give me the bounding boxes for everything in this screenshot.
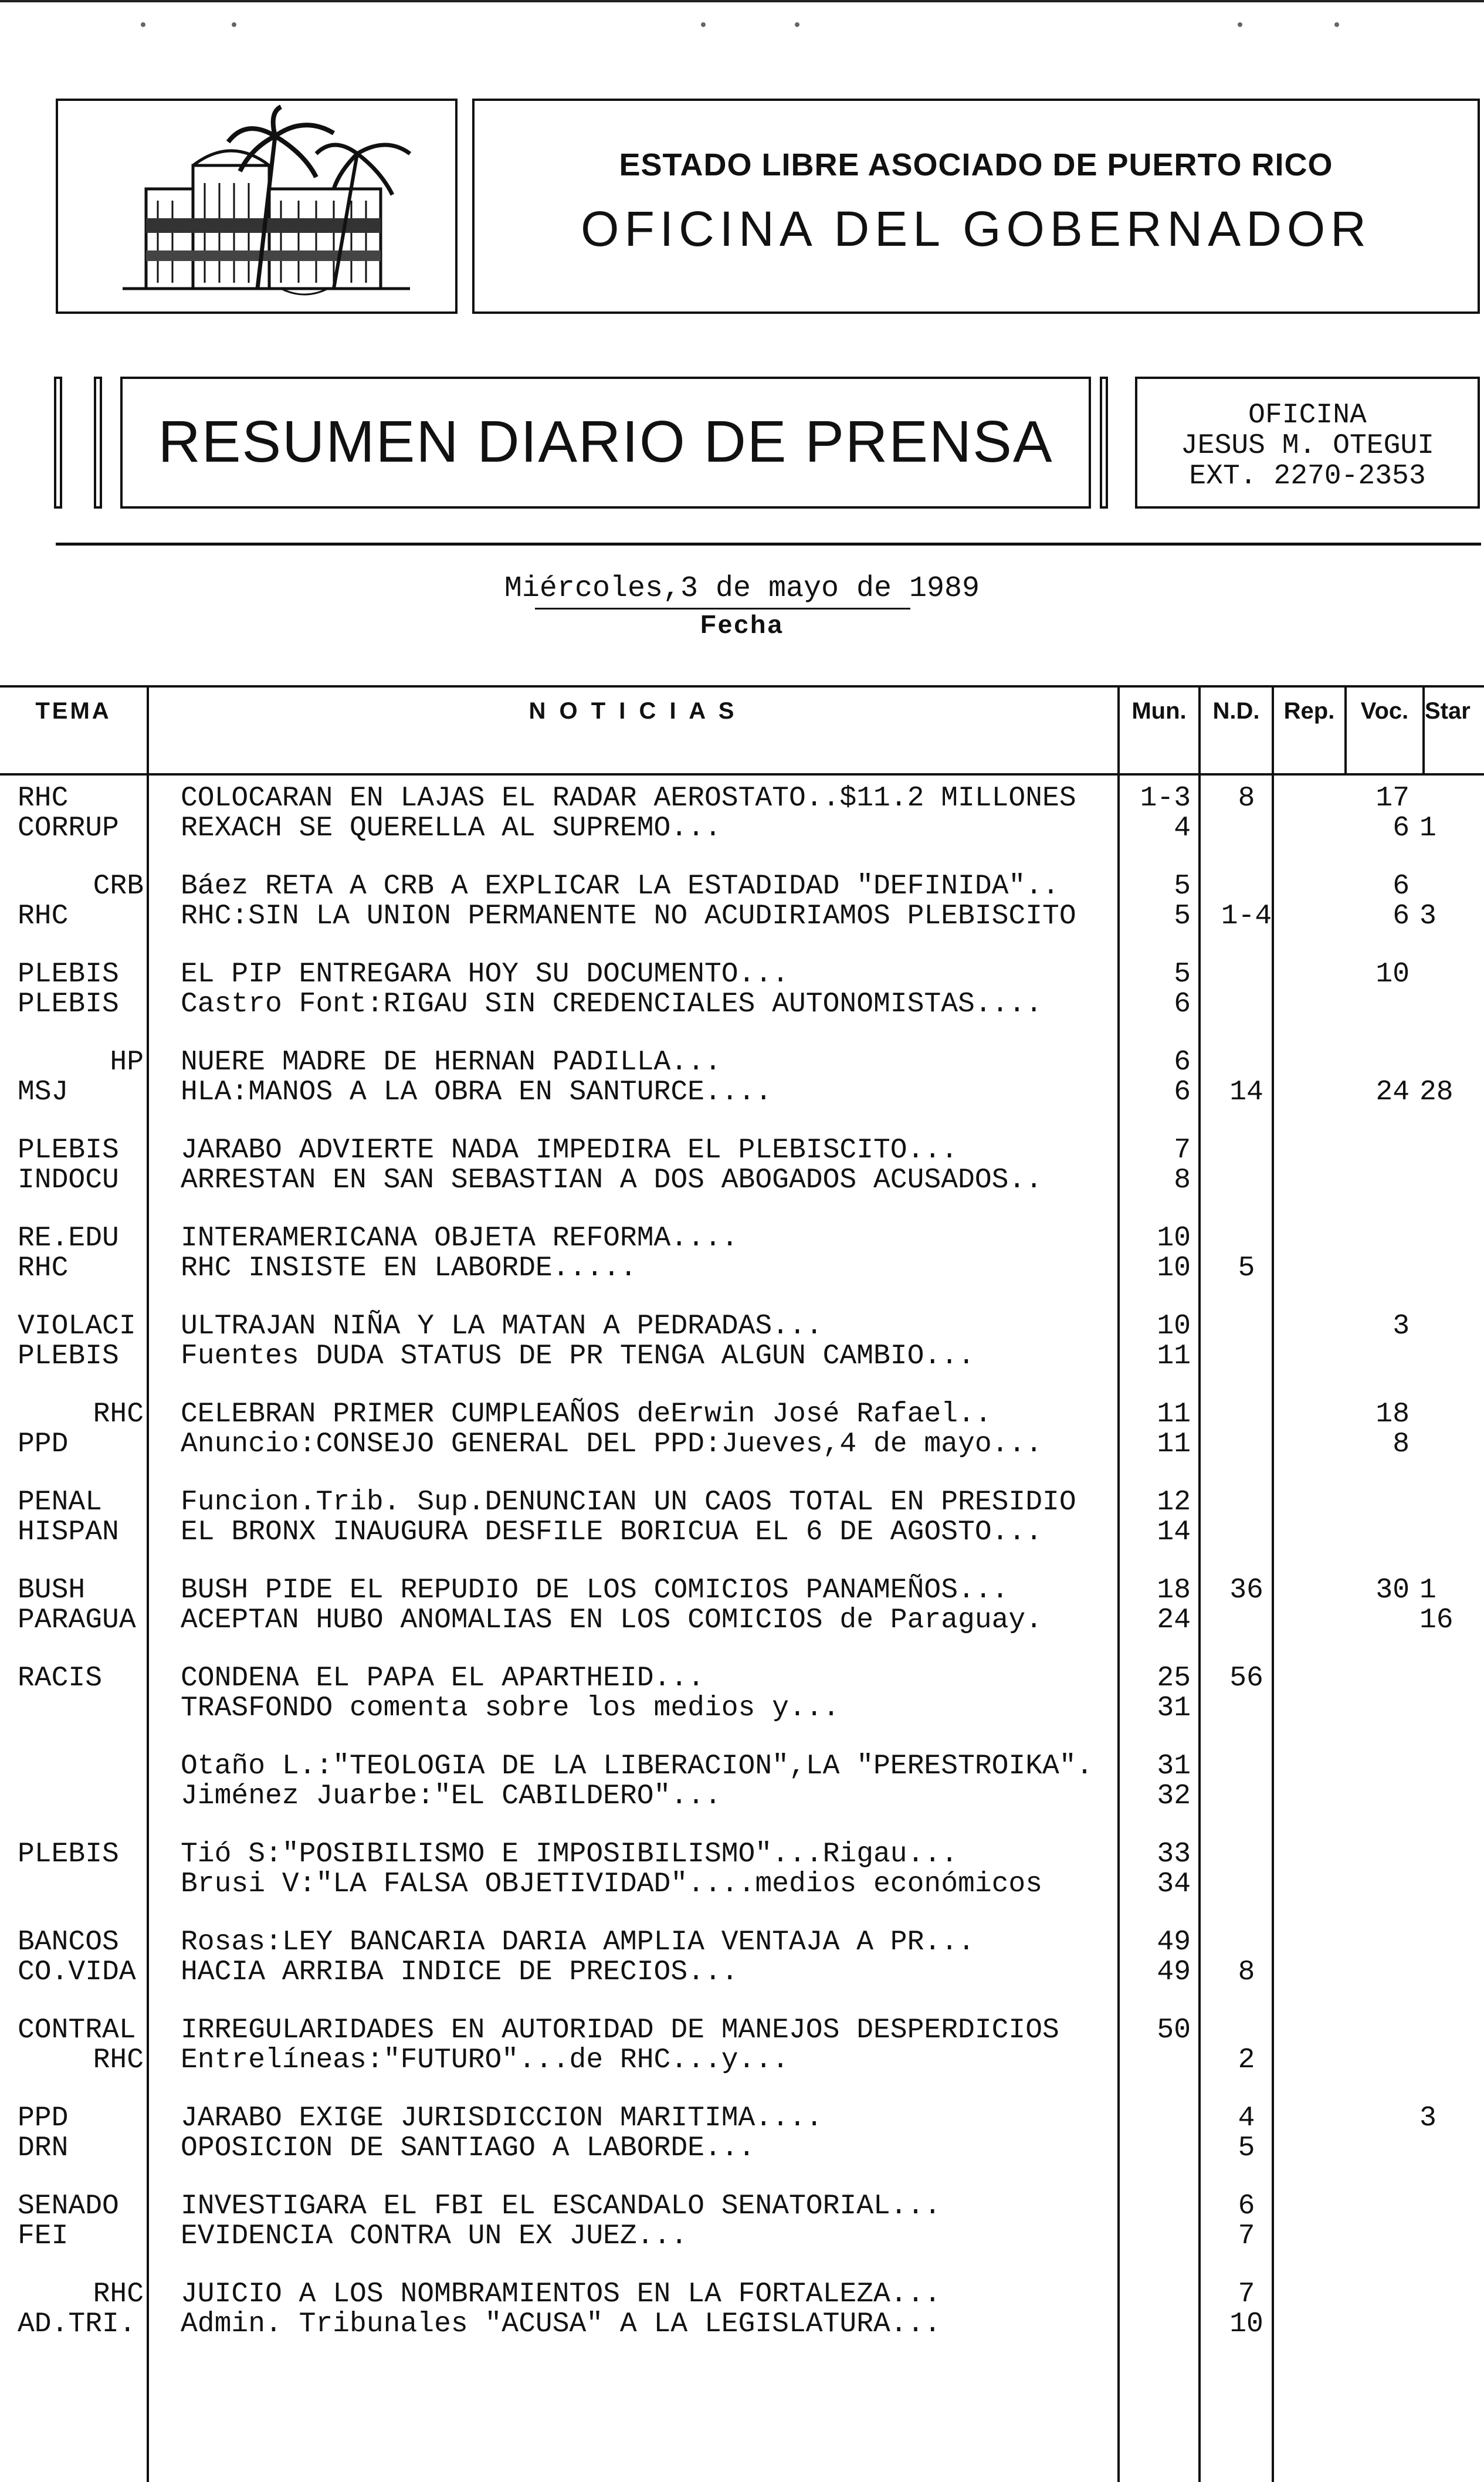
row-tema: PENAL bbox=[18, 1487, 103, 1518]
row-tema: PLEBIS bbox=[18, 1135, 119, 1166]
row-tema: RACIS bbox=[18, 1662, 103, 1694]
row-voc: 10 bbox=[1375, 959, 1410, 990]
row-noticia: CONDENA EL PAPA EL APARTHEID... bbox=[181, 1662, 704, 1694]
row-voc: 6 bbox=[1392, 812, 1410, 844]
row-noticia: Jiménez Juarbe:"EL CABILDERO"... bbox=[181, 1780, 721, 1812]
date-text: Miércoles,3 de mayo de 1989 bbox=[504, 572, 980, 605]
table-header-border bbox=[0, 773, 1484, 776]
banner-bar-left-2 bbox=[94, 377, 102, 509]
row-noticia: HLA:MANOS A LA OBRA EN SANTURCE.... bbox=[181, 1076, 773, 1108]
row-noticia: Tió S:"POSIBILISMO E IMPOSIBILISMO"...Rigau... bbox=[181, 1838, 958, 1870]
section-divider bbox=[56, 543, 1481, 546]
row-nd: 1-4 bbox=[1221, 900, 1272, 932]
row-mun: 5 bbox=[1174, 900, 1191, 932]
row-noticia: EL PIP ENTREGARA HOY SU DOCUMENTO... bbox=[181, 959, 789, 990]
office-line2: JESUS M. OTEGUI bbox=[1180, 430, 1435, 462]
header-tema: TEMA bbox=[35, 698, 111, 724]
row-noticia: IRREGULARIDADES EN AUTORIDAD DE MANEJOS DESPERDICIOS bbox=[181, 2014, 1059, 2046]
row-mun: 10 bbox=[1157, 1311, 1191, 1342]
row-voc: 6 bbox=[1392, 871, 1410, 902]
row-nd: 8 bbox=[1238, 1956, 1255, 1988]
row-mun: 4 bbox=[1174, 812, 1191, 844]
row-mun: 10 bbox=[1157, 1223, 1191, 1254]
row-tema: PARAGUA bbox=[18, 1604, 136, 1636]
row-tema: DRN bbox=[18, 2132, 69, 2164]
row-mun: 24 bbox=[1157, 1604, 1191, 1636]
row-noticia: Otaño L.:"TEOLOGIA DE LA LIBERACION",LA "PERESTROIKA". bbox=[181, 1750, 1093, 1782]
row-nd: 7 bbox=[1238, 2278, 1255, 2310]
row-noticia: JUICIO A LOS NOMBRAMIENTOS EN LA FORTALEZA... bbox=[181, 2278, 941, 2310]
row-mun: 5 bbox=[1174, 959, 1191, 990]
row-voc: 24 bbox=[1375, 1076, 1410, 1108]
row-star: 28 bbox=[1419, 1076, 1453, 1108]
row-noticia: INVESTIGARA EL FBI EL ESCANDALO SENATORIAL... bbox=[181, 2190, 941, 2222]
row-tema: RE.EDU bbox=[18, 1223, 119, 1254]
row-noticia: JARABO EXIGE JURISDICCION MARITIMA.... bbox=[181, 2102, 823, 2134]
row-noticia: Entrelíneas:"FUTURO"...de RHC...y... bbox=[181, 2044, 789, 2076]
row-tema: FEI bbox=[18, 2220, 69, 2252]
government-building-palms-icon bbox=[58, 101, 455, 311]
header-noticias: N O T I C I A S bbox=[528, 698, 738, 724]
logo-box bbox=[56, 99, 458, 314]
row-noticia: CELEBRAN PRIMER CUMPLEAÑOS deErwin José Rafael.. bbox=[181, 1399, 992, 1430]
row-noticia: ARRESTAN EN SAN SEBASTIAN A DOS ABOGADOS ACUSADOS.. bbox=[181, 1164, 1043, 1196]
row-nd: 36 bbox=[1229, 1574, 1263, 1606]
row-mun: 49 bbox=[1157, 1926, 1191, 1958]
row-nd: 5 bbox=[1238, 2132, 1255, 2164]
row-tema: CONTRAL bbox=[18, 2014, 136, 2046]
header-nd: N.D. bbox=[1212, 698, 1260, 724]
row-mun: 18 bbox=[1157, 1574, 1191, 1606]
row-star: 16 bbox=[1419, 1604, 1453, 1636]
row-mun: 12 bbox=[1157, 1487, 1191, 1518]
banner-bar-right bbox=[1100, 377, 1108, 509]
office-box bbox=[1135, 377, 1480, 509]
row-tema: RHC bbox=[93, 2278, 144, 2310]
row-voc: 3 bbox=[1392, 1311, 1410, 1342]
row-noticia: Brusi V:"LA FALSA OBJETIVIDAD"....medios económicos bbox=[181, 1868, 1043, 1900]
row-tema: CORRUP bbox=[18, 812, 119, 844]
row-tema: HISPAN bbox=[18, 1516, 119, 1548]
row-tema: RHC bbox=[93, 2044, 144, 2076]
row-tema: PLEBIS bbox=[18, 1340, 119, 1372]
header-mun: Mun. bbox=[1131, 698, 1187, 724]
row-nd: 6 bbox=[1238, 2190, 1255, 2222]
header-title-box bbox=[472, 99, 1480, 314]
row-nd: 56 bbox=[1229, 1662, 1263, 1694]
row-star: 1 bbox=[1419, 1574, 1436, 1606]
col-divider-tema bbox=[147, 685, 149, 2482]
date-underline bbox=[535, 608, 910, 610]
row-noticia: Anuncio:CONSEJO GENERAL DEL PPD:Jueves,4 de mayo... bbox=[181, 1428, 1043, 1460]
row-mun: 31 bbox=[1157, 1692, 1191, 1724]
row-noticia: Rosas:LEY BANCARIA DARIA AMPLIA VENTAJA A PR... bbox=[181, 1926, 975, 1958]
row-star: 1 bbox=[1419, 812, 1436, 844]
row-tema: BUSH bbox=[18, 1574, 86, 1606]
row-mun: 32 bbox=[1157, 1780, 1191, 1812]
row-noticia: RHC INSISTE EN LABORDE..... bbox=[181, 1252, 637, 1284]
row-mun: 6 bbox=[1174, 1047, 1191, 1078]
row-voc: 6 bbox=[1392, 900, 1410, 932]
row-mun: 5 bbox=[1174, 871, 1191, 902]
row-tema: PLEBIS bbox=[18, 988, 119, 1020]
col-divider-mun bbox=[1198, 685, 1201, 2482]
row-tema: CO.VIDA bbox=[18, 1956, 136, 1988]
office-line3: EXT. 2270-2353 bbox=[1189, 460, 1426, 492]
row-nd: 8 bbox=[1238, 783, 1255, 814]
header-rep: Rep. bbox=[1283, 698, 1335, 724]
row-mun: 34 bbox=[1157, 1868, 1191, 1900]
row-noticia: OPOSICION DE SANTIAGO A LABORDE... bbox=[181, 2132, 755, 2164]
header-voc: Voc. bbox=[1360, 698, 1409, 724]
row-tema: BANCOS bbox=[18, 1926, 119, 1958]
row-voc: 17 bbox=[1375, 783, 1410, 814]
row-mun: 6 bbox=[1174, 1076, 1191, 1108]
row-tema: RHC bbox=[18, 1252, 69, 1284]
row-noticia: ULTRAJAN NIÑA Y LA MATAN A PEDRADAS... bbox=[181, 1311, 823, 1342]
row-mun: 31 bbox=[1157, 1750, 1191, 1782]
row-nd: 2 bbox=[1238, 2044, 1255, 2076]
row-mun: 11 bbox=[1157, 1340, 1191, 1372]
row-tema: RHC bbox=[18, 783, 69, 814]
row-tema: PPD bbox=[18, 2102, 69, 2134]
row-noticia: HACIA ARRIBA INDICE DE PRECIOS... bbox=[181, 1956, 738, 1988]
row-tema: AD.TRI. bbox=[18, 2308, 136, 2340]
row-nd: 14 bbox=[1229, 1076, 1263, 1108]
row-nd: 7 bbox=[1238, 2220, 1255, 2252]
row-mun: 1-3 bbox=[1140, 783, 1191, 814]
row-mun: 14 bbox=[1157, 1516, 1191, 1548]
row-tema: MSJ bbox=[18, 1076, 69, 1108]
row-noticia: EL BRONX INAUGURA DESFILE BORICUA EL 6 DE AGOSTO... bbox=[181, 1516, 1043, 1548]
row-voc: 18 bbox=[1375, 1399, 1410, 1430]
col-divider-noticias bbox=[1117, 685, 1120, 2482]
row-star: 3 bbox=[1419, 2102, 1436, 2134]
office-line1: OFICINA bbox=[1248, 399, 1367, 431]
row-noticia: RHC:SIN LA UNION PERMANENTE NO ACUDIRIAMOS PLEBISCITO bbox=[181, 900, 1076, 932]
header-star: Star bbox=[1425, 698, 1471, 724]
row-mun: 25 bbox=[1157, 1662, 1191, 1694]
row-voc: 30 bbox=[1375, 1574, 1410, 1606]
row-nd: 10 bbox=[1229, 2308, 1263, 2340]
row-noticia: INTERAMERICANA OBJETA REFORMA.... bbox=[181, 1223, 738, 1254]
row-noticia: Funcion.Trib. Sup.DENUNCIAN UN CAOS TOTAL EN PRESIDIO bbox=[181, 1487, 1076, 1518]
row-mun: 49 bbox=[1157, 1956, 1191, 1988]
row-tema: RHC bbox=[93, 1399, 144, 1430]
row-mun: 8 bbox=[1174, 1164, 1191, 1196]
banner-bar-left-1 bbox=[54, 377, 62, 509]
row-noticia: REXACH SE QUERELLA AL SUPREMO... bbox=[181, 812, 721, 844]
date-label: Fecha bbox=[700, 610, 784, 639]
row-noticia: Báez RETA A CRB A EXPLICAR LA ESTADIDAD "DEFINIDA".. bbox=[181, 871, 1059, 902]
header-line2: OFICINA DEL GOBERNADOR bbox=[581, 201, 1371, 256]
row-tema: HP bbox=[110, 1047, 144, 1078]
row-tema: PLEBIS bbox=[18, 1838, 119, 1870]
row-mun: 33 bbox=[1157, 1838, 1191, 1870]
row-tema: CRB bbox=[93, 871, 144, 902]
row-star: 3 bbox=[1419, 900, 1436, 932]
row-mun: 6 bbox=[1174, 988, 1191, 1020]
row-tema: PLEBIS bbox=[18, 959, 119, 990]
row-noticia: EVIDENCIA CONTRA UN EX JUEZ... bbox=[181, 2220, 688, 2252]
row-noticia: BUSH PIDE EL REPUDIO DE LOS COMICIOS PANAMEÑOS... bbox=[181, 1574, 1009, 1606]
resumen-title: RESUMEN DIARIO DE PRENSA bbox=[158, 409, 1053, 475]
row-tema: RHC bbox=[18, 900, 69, 932]
row-tema: PPD bbox=[18, 1428, 69, 1460]
row-mun: 50 bbox=[1157, 2014, 1191, 2046]
row-mun: 11 bbox=[1157, 1428, 1191, 1460]
top-border bbox=[0, 0, 1484, 2]
row-nd: 4 bbox=[1238, 2102, 1255, 2134]
row-noticia: Fuentes DUDA STATUS DE PR TENGA ALGUN CAMBIO... bbox=[181, 1340, 975, 1372]
row-noticia: NUERE MADRE DE HERNAN PADILLA... bbox=[181, 1047, 721, 1078]
row-noticia: Admin. Tribunales "ACUSA" A LA LEGISLATURA... bbox=[181, 2308, 941, 2340]
row-mun: 11 bbox=[1157, 1399, 1191, 1430]
row-tema: VIOLACI bbox=[18, 1311, 136, 1342]
header-line1: ESTADO LIBRE ASOCIADO DE PUERTO RICO bbox=[619, 147, 1333, 182]
resumen-title-box bbox=[120, 377, 1091, 509]
row-noticia: COLOCARAN EN LAJAS EL RADAR AEROSTATO..$11.2 MILLONES bbox=[181, 783, 1076, 814]
row-tema: INDOCU bbox=[18, 1164, 119, 1196]
row-tema: SENADO bbox=[18, 2190, 119, 2222]
row-voc: 8 bbox=[1392, 1428, 1410, 1460]
row-nd: 5 bbox=[1238, 1252, 1255, 1284]
row-noticia: ACEPTAN HUBO ANOMALIAS EN LOS COMICIOS de Paraguay. bbox=[181, 1604, 1043, 1636]
row-noticia: TRASFONDO comenta sobre los medios y... bbox=[181, 1692, 840, 1724]
row-noticia: Castro Font:RIGAU SIN CREDENCIALES AUTONOMISTAS.... bbox=[181, 988, 1043, 1020]
row-mun: 7 bbox=[1174, 1135, 1191, 1166]
row-noticia: JARABO ADVIERTE NADA IMPEDIRA EL PLEBISCITO... bbox=[181, 1135, 958, 1166]
table-top-border bbox=[0, 685, 1484, 688]
row-mun: 10 bbox=[1157, 1252, 1191, 1284]
